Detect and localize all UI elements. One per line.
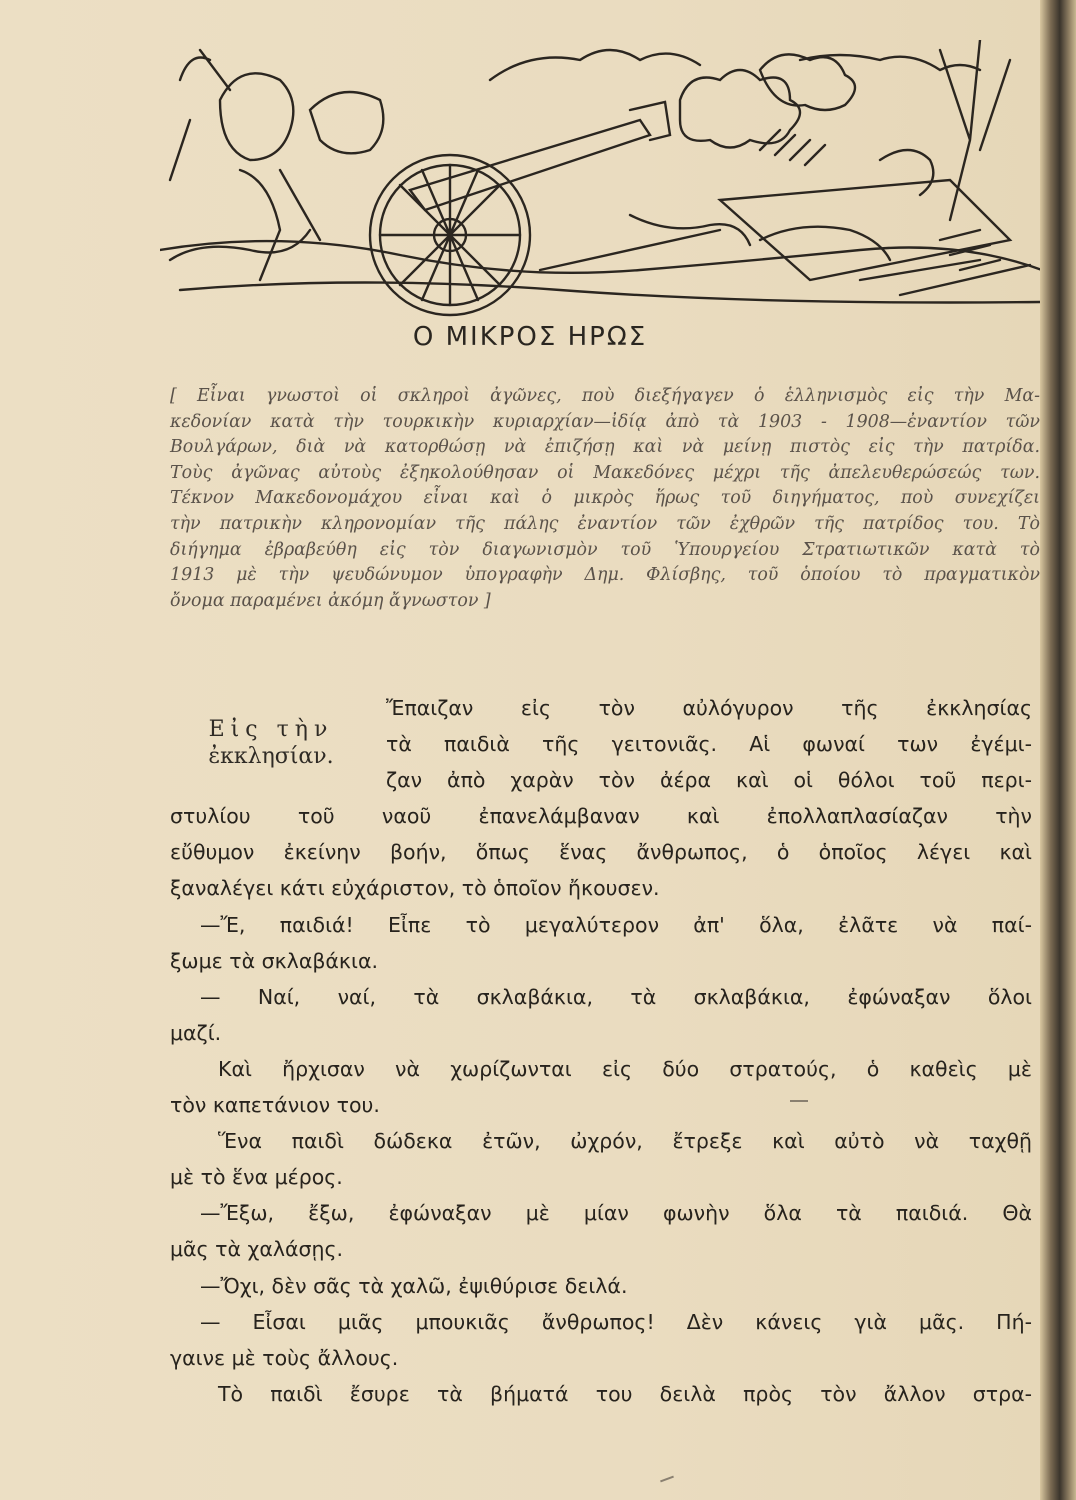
body-line: γαινε μὲ τοὺς ἄλλους. bbox=[170, 1345, 399, 1370]
body-line: —Ἔξω, ἔξω, ἐφώναξαν μὲ μίαν φωνὴν ὅλα τὰ παιδιά. Θὰ bbox=[200, 1201, 1032, 1226]
intro-line: κεδονίαν κατὰ τὴν τουρκικὴν κυριαρχίαν—ἰδίᾳ ἀπὸ τὰ 1903 - 1908—ἐναντίον τῶν bbox=[170, 411, 1040, 432]
story-title: Ο ΜΙΚΡΟΣ ΗΡΩΣ bbox=[412, 322, 648, 352]
intro-line: διήγημα ἐβραβεύθη εἰς τὸν διαγωνισμὸν τοῦ Ὑπουργείου Στρατιωτικῶν κατὰ τὸ bbox=[170, 539, 1040, 560]
intro-line: Βουλγάρων, διὰ νὰ κατορθώσῃ νὰ ἐπιζήσῃ καὶ νὰ μείνῃ πιστὸς εἰς τὴν πατρίδα. bbox=[170, 437, 1040, 458]
body-line: Τὸ παιδὶ ἔσυρε τὰ βήματά του δειλὰ πρὸς τὸν ἄλλον στρα- bbox=[218, 1381, 1032, 1406]
body-line: μᾶς τὰ χαλάσῃς. bbox=[170, 1237, 344, 1262]
body-line: στυλίου τοῦ ναοῦ ἐπανελάμβαναν καὶ ἐπολλαπλασίαζαν τὴν bbox=[170, 804, 1032, 829]
body-line: ξαναλέγει κάτι εὐχάριστον, τὸ ὁποῖον ἤκουσεν. bbox=[170, 876, 660, 901]
body-line: τὰ παιδιὰ τῆς γειτονιᾶς. Αἱ φωναί των ἐγέμι- bbox=[386, 732, 1032, 757]
body-line: μὲ τὸ ἕνα μέρος. bbox=[170, 1165, 343, 1190]
intro-note bbox=[170, 384, 1040, 614]
intro-line: Τέκνον Μακεδονομάχου εἶναι καὶ ὁ μικρὸς ἥρως τοῦ διηγήματος, ποὺ συνεχίζει bbox=[170, 488, 1040, 509]
print-mark bbox=[790, 1100, 808, 1102]
body-line: εὔθυμον ἐκείνην βοήν, ὅπως ἕνας ἄνθρωπος, ὁ ὁποῖος λέγει καὶ bbox=[170, 840, 1032, 865]
body-line: ξωμε τὰ σκλαβάκια. bbox=[170, 948, 378, 973]
intro-line: Τοὺς ἀγῶνας αὐτοὺς ἐξηκολούθησαν οἱ Μακεδόνες μέχρι τῆς ἀπελευθερώσεώς των. bbox=[170, 462, 1040, 483]
intro-line: 1913 μὲ τὴν ψευδώνυμον ὑπογραφὴν Δημ. Φλίσβης, τοῦ ὁποίου τὸ πραγματικὸν bbox=[170, 565, 1040, 586]
body-line: —Ὄχι, δὲν σᾶς τὰ χαλῶ, ἐψιθύρισε δειλά. bbox=[200, 1273, 628, 1298]
body-line: ζαν ἀπὸ χαρὰν τὸν ἀέρα καὶ οἱ θόλοι τοῦ περι- bbox=[386, 768, 1032, 793]
print-mark bbox=[660, 1476, 674, 1483]
body-line: Ἔπαιζαν εἰς τὸν αὐλόγυρον τῆς ἐκκλησίας bbox=[386, 696, 1032, 720]
body-line: Καὶ ἤρχισαν νὰ χωρίζωνται εἰς δύο στρατούς, ὁ καθεὶς μὲ bbox=[218, 1056, 1032, 1081]
side-heading-line: ἐκκλησίαν. bbox=[208, 744, 334, 769]
side-heading-line: Εἰς τὴν bbox=[208, 717, 334, 742]
body-line: μαζί. bbox=[170, 1020, 222, 1045]
battle-scene-illustration bbox=[160, 40, 1042, 320]
body-line: —Ἔ, παιδιά! Εἶπε τὸ μεγαλύτερον ἀπ' ὅλα, ἐλᾶτε νὰ παί- bbox=[200, 912, 1032, 937]
intro-line: τὴν πατρικὴν κληρονομίαν τῆς πάλης ἐναντίον τῶν ἐχθρῶν τῆς πατρίδος του. Τὸ bbox=[170, 513, 1040, 534]
intro-line: [ Εἶναι γνωστοὶ οἱ σκληροὶ ἀγῶνες, ποὺ διεξήγαγεν ὁ ἑλληνισμὸς εἰς τὴν Μα- bbox=[170, 386, 1040, 406]
body-line: — Ναί, ναί, τὰ σκλαβάκια, τὰ σκλαβάκια, ἐφώναξαν ὅλοι bbox=[200, 984, 1032, 1009]
book-spine bbox=[1040, 0, 1076, 1500]
story-body bbox=[170, 690, 1032, 1412]
body-line: — Εἶσαι μιᾶς μπουκιᾶς ἄνθρωπος! Δὲν κάνεις γιὰ μᾶς. Πή- bbox=[200, 1309, 1032, 1334]
body-line: Ἕνα παιδὶ δώδεκα ἐτῶν, ὠχρόν, ἔτρεξε καὶ αὐτὸ νὰ ταχθῇ bbox=[218, 1129, 1032, 1154]
body-line: τὸν καπετάνιον του. bbox=[170, 1093, 380, 1118]
intro-line: ὄνομα παραμένει ἀκόμη ἄγνωστον ] bbox=[170, 590, 491, 611]
